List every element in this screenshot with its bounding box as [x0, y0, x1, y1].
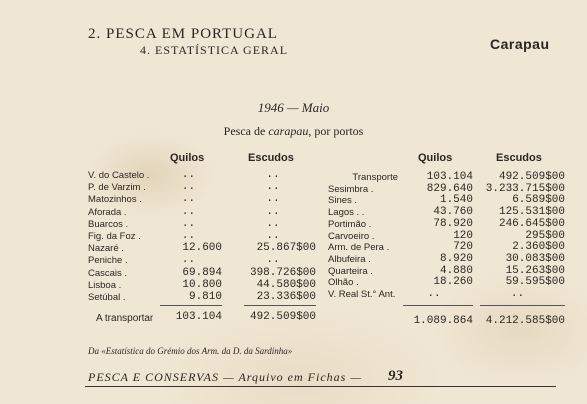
left-row-quilos-cell: .. — [181, 181, 196, 194]
left-row-quilos-cell: 10.800 — [182, 278, 222, 291]
right-row-quilos-cell: 120 — [453, 229, 473, 242]
left-escudos-rule — [244, 305, 316, 306]
left-row-quilos-cell: 69.894 — [182, 266, 222, 279]
right-row-quilos-cell: 43.760 — [433, 206, 473, 219]
period-title: 1946 — Maio — [257, 100, 330, 115]
right-row-escudos-cell: 2.360$00 — [512, 241, 565, 254]
left-row-escudos-cell: .. — [266, 193, 280, 206]
left-row-escudos-cell: 398.726$00 — [249, 266, 316, 279]
left-row-port-name: Setúbal . — [88, 292, 126, 303]
left-row-quilos-cell: .. — [181, 193, 196, 206]
right-quilos-header: Quilos — [418, 152, 453, 164]
right-row-escudos-cell: 6.589$00 — [512, 194, 565, 207]
left-row-port-name: Buarcos . — [88, 218, 129, 230]
left-row-escudos-cell: 23.336$00 — [256, 291, 316, 303]
left-row-port-name: Lisboa . — [88, 279, 122, 291]
right-row-quilos-cell: 8.920 — [439, 252, 473, 265]
right-row-port-name: Olhão . — [328, 277, 359, 289]
left-row-escudos-cell: .. — [266, 254, 280, 267]
description-species: carapau — [268, 124, 309, 138]
right-row-escudos-cell: 246.645$00 — [498, 217, 565, 230]
left-row-quilos-cell: 12.600 — [182, 242, 222, 255]
source-footnote: Da «Estatística do Grémio dos Arm. da D. da Sardinha» — [88, 346, 293, 356]
right-row-port-name: Lagos . . — [328, 207, 365, 219]
right-row-quilos-cell: 103.104 — [426, 171, 473, 183]
right-row-escudos-cell: 295$00 — [525, 229, 565, 242]
species-title: Carapau — [490, 36, 550, 52]
left-total-label: A transportar — [96, 313, 154, 324]
left-row-port-name: Aforada . — [88, 206, 127, 218]
right-row-port-name: Arm. de Pera . — [328, 242, 390, 254]
right-row-port-name: Portimão . — [328, 218, 372, 230]
right-row-escudos-cell: 125.531$00 — [498, 206, 565, 219]
left-row-quilos-cell: .. — [181, 217, 196, 230]
archive-footer: PESCA E CONSERVAS — Arquivo em Fichas — — [88, 370, 362, 384]
right-row-quilos-cell: .. — [427, 288, 441, 300]
right-escudos-rule — [480, 305, 565, 306]
left-total-escudos: 492.509$00 — [249, 311, 316, 323]
left-row-port-name: V. do Castelo . — [88, 170, 150, 181]
right-row-port-name: V. Real St.° Ant. — [328, 289, 396, 300]
left-row-quilos-cell: .. — [181, 230, 196, 242]
left-row-port-name: Peniche . — [88, 255, 128, 267]
right-row-quilos-cell: 720 — [453, 241, 473, 254]
right-row-escudos-cell: 3.233.715$00 — [485, 182, 565, 195]
right-row-port-name: Sines . — [328, 195, 358, 207]
description-prefix: Pesca de — [223, 124, 269, 138]
subsection-title: 4. ESTATÍSTICA GERAL — [140, 43, 289, 57]
right-row-quilos-cell: 829.640 — [426, 182, 473, 195]
left-row-escudos-cell: 44.580$00 — [256, 278, 316, 291]
right-row-escudos-cell: 15.263$00 — [505, 264, 565, 277]
right-row-port-name: Quarteira . — [328, 265, 373, 277]
right-escudos-header: Escudos — [496, 152, 542, 164]
left-row-escudos-cell: 25.867$00 — [256, 242, 316, 255]
left-quilos-header: Quilos — [170, 152, 205, 164]
right-total-escudos: 4.212.585$00 — [485, 315, 565, 327]
left-row-quilos-cell: .. — [181, 254, 196, 267]
left-quilos-rule — [160, 305, 222, 306]
left-row-port-name: Nazaré . — [88, 243, 124, 255]
right-quilos-rule — [403, 305, 473, 306]
right-row-escudos-cell: 59.595$00 — [505, 276, 565, 289]
footer-rule — [85, 386, 556, 387]
section-title: 2. PESCA EM PORTUGAL — [88, 26, 278, 42]
left-total-quilos: 103.104 — [175, 311, 222, 323]
left-row-escudos-cell: .. — [266, 217, 280, 230]
right-row-quilos-cell: 1.540 — [439, 194, 473, 207]
right-row-quilos-cell: 78.920 — [433, 217, 473, 230]
right-row-port-name: Sesimbra . — [328, 183, 374, 195]
left-row-escudos-cell: .. — [266, 230, 280, 242]
page-number: 93 — [388, 368, 403, 384]
right-row-quilos-cell: 18.260 — [433, 276, 473, 289]
left-row-port-name: Matozinhos . — [88, 194, 142, 206]
left-row-quilos-cell: 9.810 — [188, 291, 222, 303]
left-row-escudos-cell: .. — [266, 169, 280, 181]
right-row-escudos-cell: 492.509$00 — [498, 171, 565, 183]
right-row-port-name: Transporte — [352, 172, 398, 183]
left-row-port-name: Cascais . — [88, 267, 128, 279]
left-row-port-name: P. de Varzim . — [88, 182, 146, 194]
left-row-port-name: Fig. da Foz . — [88, 231, 141, 242]
left-row-escudos-cell: .. — [266, 181, 280, 194]
right-row-escudos-cell: 30.083$00 — [505, 252, 565, 265]
left-row-quilos-cell: .. — [181, 169, 196, 181]
description-suffix: , por portos — [308, 124, 364, 138]
left-row-escudos-cell: .. — [266, 205, 280, 218]
table-description — [0, 124, 587, 139]
right-row-quilos-cell: 4.880 — [439, 264, 473, 277]
right-row-escudos-cell: .. — [510, 288, 525, 300]
right-row-port-name: Albufeira . — [328, 253, 371, 265]
right-total-quilos: 1.089.864 — [413, 315, 473, 327]
left-row-quilos-cell: .. — [181, 205, 196, 218]
right-row-port-name: Carvoeiro . — [328, 230, 375, 242]
left-escudos-header: Escudos — [248, 152, 294, 164]
